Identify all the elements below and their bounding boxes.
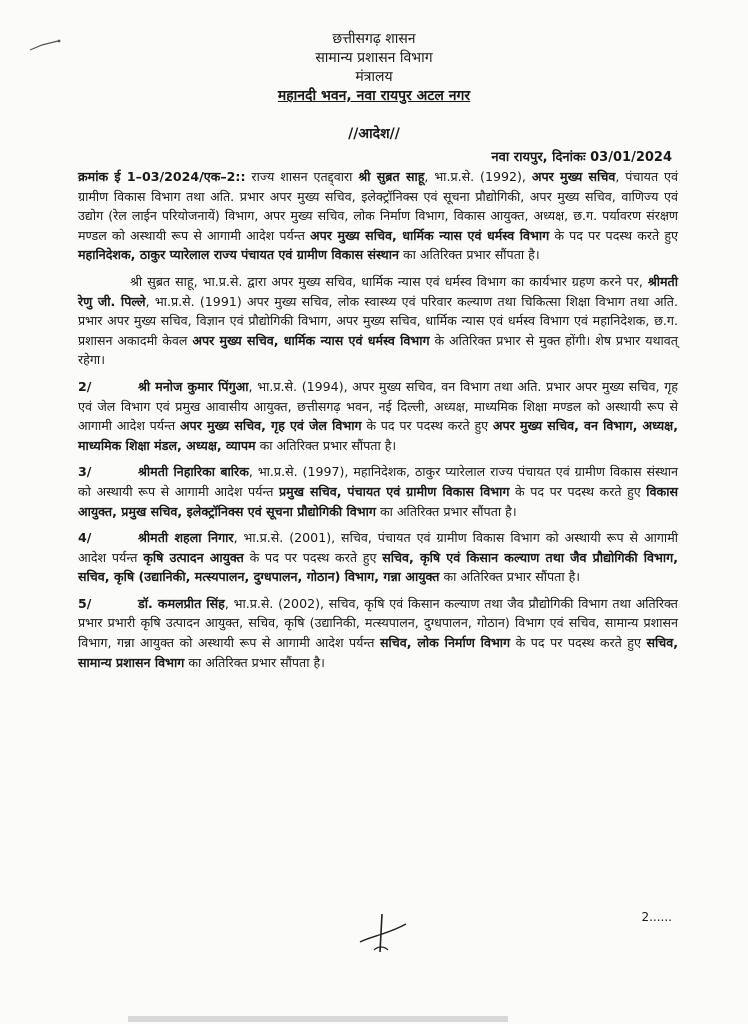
p6-officer-name: डॉ. कमलप्रीत सिंह [138, 595, 225, 611]
order-body [78, 167, 678, 679]
header-department: सामान्य प्रशासन विभाग [315, 50, 433, 66]
next-page-indicator: 2...... [641, 910, 672, 924]
p6-bold-e: सचिव, सामान्य प्रशासन विभाग [78, 635, 678, 670]
p2-text-c: , भा.प्र.से. (1991) अपर मुख्य सचिव, लोक स्वास्थ्य एवं परिवार कल्याण तथा चिकित्सा शिक्षा विभाग तथा अति. प्रभार अपर मुख्य सचिव, विज्ञान एवं प्रौद्योगिकी विभाग, अपर मुख्य सचिव, धार्मिक न्यास एवं धर्मस्व विभाग एवं महानिदेशक, छ.ग. प्रशासन अकादमी केवल [78, 293, 678, 348]
paragraph-1 [78, 167, 678, 265]
p4-number: 3/ [78, 464, 92, 480]
p1-text-d: , भा.प्र.से. (1992), [424, 169, 532, 184]
p3-officer-name: श्री मनोज कुमार पिंगुआ [138, 378, 249, 394]
p5-bold-e: सचिव, कृषि एवं किसान कल्याण तथा जैव प्रौद्योगिकी विभाग, सचिव, कृषि (उद्यानिकी, मत्स्यपालन, दुग्धपालन, गोठान) विभाग, गन्ना आयुक्त [78, 549, 678, 585]
p1-officer-name: श्री सुब्रत साहू [358, 169, 425, 184]
document-header [0, 30, 748, 106]
p1-text-f: , पंचायत एवं ग्रामीण विकास विभाग तथा अति. प्रभार अपर मुख्य सचिव, इलेक्ट्रॉनिक्स एवं सूचना प्रौद्योगिकी, अपर मुख्य सचिव, वाणिज्य एवं उद्योग (रेल लाईन परियोजनायें) विभाग, अपर मुख्य सचिव, लोक निर्माण विभाग, विकास आयुक्त, अध्यक्ष, छ.ग. पर्यावरण संरक्षण मण्डल को अस्थायी रूप से आगामी आदेश पर्यन्त [78, 169, 679, 243]
p3-number: 2/ [78, 378, 92, 394]
paragraph-4 [78, 462, 678, 521]
p1-bold-g: अपर मुख्य सचिव, धार्मिक न्यास एवं धर्मस्व विभाग [310, 227, 550, 243]
scan-edge-mark [128, 1016, 508, 1022]
p5-text-f: का अतिरिक्त प्रभार सौंपता है। [439, 569, 581, 585]
p3-bold-c: अपर मुख्य सचिव, गृह एवं जेल विभाग [179, 418, 362, 434]
p6-text-d: के पद पर पदस्थ करते हुए [510, 635, 647, 651]
paragraph-5 [78, 528, 678, 587]
p2-text-a: श्री सुब्रत साहू, भा.प्र.से. द्वारा अपर मुख्य सचिव, धार्मिक न्यास एवं धर्मस्व विभाग का कार्यभार ग्रहण करने पर, [130, 273, 648, 289]
p3-text-b: , भा.प्र.से. (1994), अपर मुख्य सचिव, वन विभाग तथा अति. प्रभार अपर मुख्य सचिव, गृह एवं जेल विभाग एवं प्रमुख आवासीय आयुक्त, छत्तीसगढ़ भवन, नई दिल्ली, अध्यक्ष, माध्यमिक शिक्षा मण्डल को अस्थायी रूप से आगामी आदेश पर्यन्त [78, 378, 678, 434]
p4-text-b: , भा.प्र.से. (1997), महानिदेशक, ठाकुर प्यारेलाल राज्य पंचायत एवं ग्रामीण विकास संस्थान को अस्थायी रूप से आगामी आदेश पर्यन्त [78, 464, 678, 499]
p6-text-b: , भा.प्र.से. (2002), सचिव, कृषि एवं किसान कल्याण तथा जैव प्रौद्योगिकी विभाग तथा अतिरिक्त प्रभार प्रभारी कृषि उत्पादन आयुक्त, सचिव, कृषि (उद्यानिकी, मत्स्यपालन, दुग्धपालन, गोठान) विभाग एवं सचिव, सामान्य प्रशासन विभाग, गन्ना आयुक्त को अस्थायी रूप से आगामी आदेश पर्यन्त [78, 595, 678, 651]
order-title: //आदेश// [348, 126, 400, 142]
header-ministry: मंत्रालय [355, 69, 393, 85]
p1-bold-e: अपर मुख्य सचिव [531, 169, 616, 184]
p2-officer-name: श्रीमती रेणु जी. पिल्ले [78, 273, 678, 309]
p6-bold-c: सचिव, लोक निर्माण विभाग [379, 635, 511, 651]
p4-bold-c: प्रमुख सचिव, पंचायत एवं ग्रामीण विकास विभाग [279, 483, 510, 499]
p5-number: 4/ [78, 530, 92, 546]
p1-text-j: का अतिरिक्त प्रभार सौंपता है। [398, 247, 540, 263]
p1-bold-i: महानिदेशक, ठाकुर प्यारेलाल राज्य पंचायत एवं ग्रामीण विकास संस्थान [78, 247, 399, 263]
p1-text-b: राज्य शासन एतद्द्वारा [245, 169, 359, 184]
header-address: महानदी भवन, नवा रायपुर अटल नगर [277, 88, 471, 104]
paragraph-2 [78, 272, 678, 370]
p3-text-d: के पद पर पदस्थ करते हुए [361, 418, 493, 434]
header-government: छत्तीसगढ़ शासन [332, 31, 416, 47]
p5-officer-name: श्रीमती शहला निगार [138, 530, 234, 546]
p5-text-b: , भा.प्र.से. (2001), सचिव, पंचायत एवं ग्रामीण विकास विभाग को अस्थायी रूप से आगामी आदेश पर्यन्त [78, 530, 678, 565]
p3-text-f: का अतिरिक्त प्रभार सौंपता है। [255, 437, 397, 453]
p2-text-e: के अतिरिक्त प्रभार से मुक्त होंगी। शेष प्रभार यथावत् रहेगा। [78, 332, 678, 368]
paragraph-6 [78, 594, 678, 672]
p3-bold-e: अपर मुख्य सचिव, वन विभाग, अध्यक्ष, माध्यमिक शिक्षा मंडल, अध्यक्ष, व्यापम [78, 418, 678, 453]
p2-bold-d: अपर मुख्य सचिव, धार्मिक न्यास एवं धर्मस्व विभाग [192, 332, 430, 348]
signature-mark [352, 912, 412, 956]
order-number: क्रमांक ई 1–03/2024/एक–2:: [78, 169, 246, 184]
p5-bold-c: कृषि उत्पादन आयुक्त [143, 549, 244, 565]
p4-officer-name: श्रीमती निहारिका बारिक [138, 464, 249, 480]
p5-text-d: के पद पर पदस्थ करते हुए [243, 549, 383, 565]
p4-text-f: का अतिरिक्त प्रभार सौंपता है। [376, 503, 517, 519]
p6-text-f: का अतिरिक्त प्रभार सौंपता है। [184, 654, 325, 670]
date-line: नवा रायपुर, दिनांकः 03/01/2024 [491, 150, 672, 165]
p4-text-d: के पद पर पदस्थ करते हुए [509, 483, 647, 499]
paragraph-3 [78, 377, 678, 455]
p4-bold-e: विकास आयुक्त, प्रमुख सचिव, इलेक्ट्रॉनिक्स एवं सूचना प्रौद्योगिकी विभाग [78, 483, 678, 519]
p1-text-h: के पद पर पदस्थ करते हुए [549, 227, 678, 243]
p6-number: 5/ [78, 595, 92, 611]
